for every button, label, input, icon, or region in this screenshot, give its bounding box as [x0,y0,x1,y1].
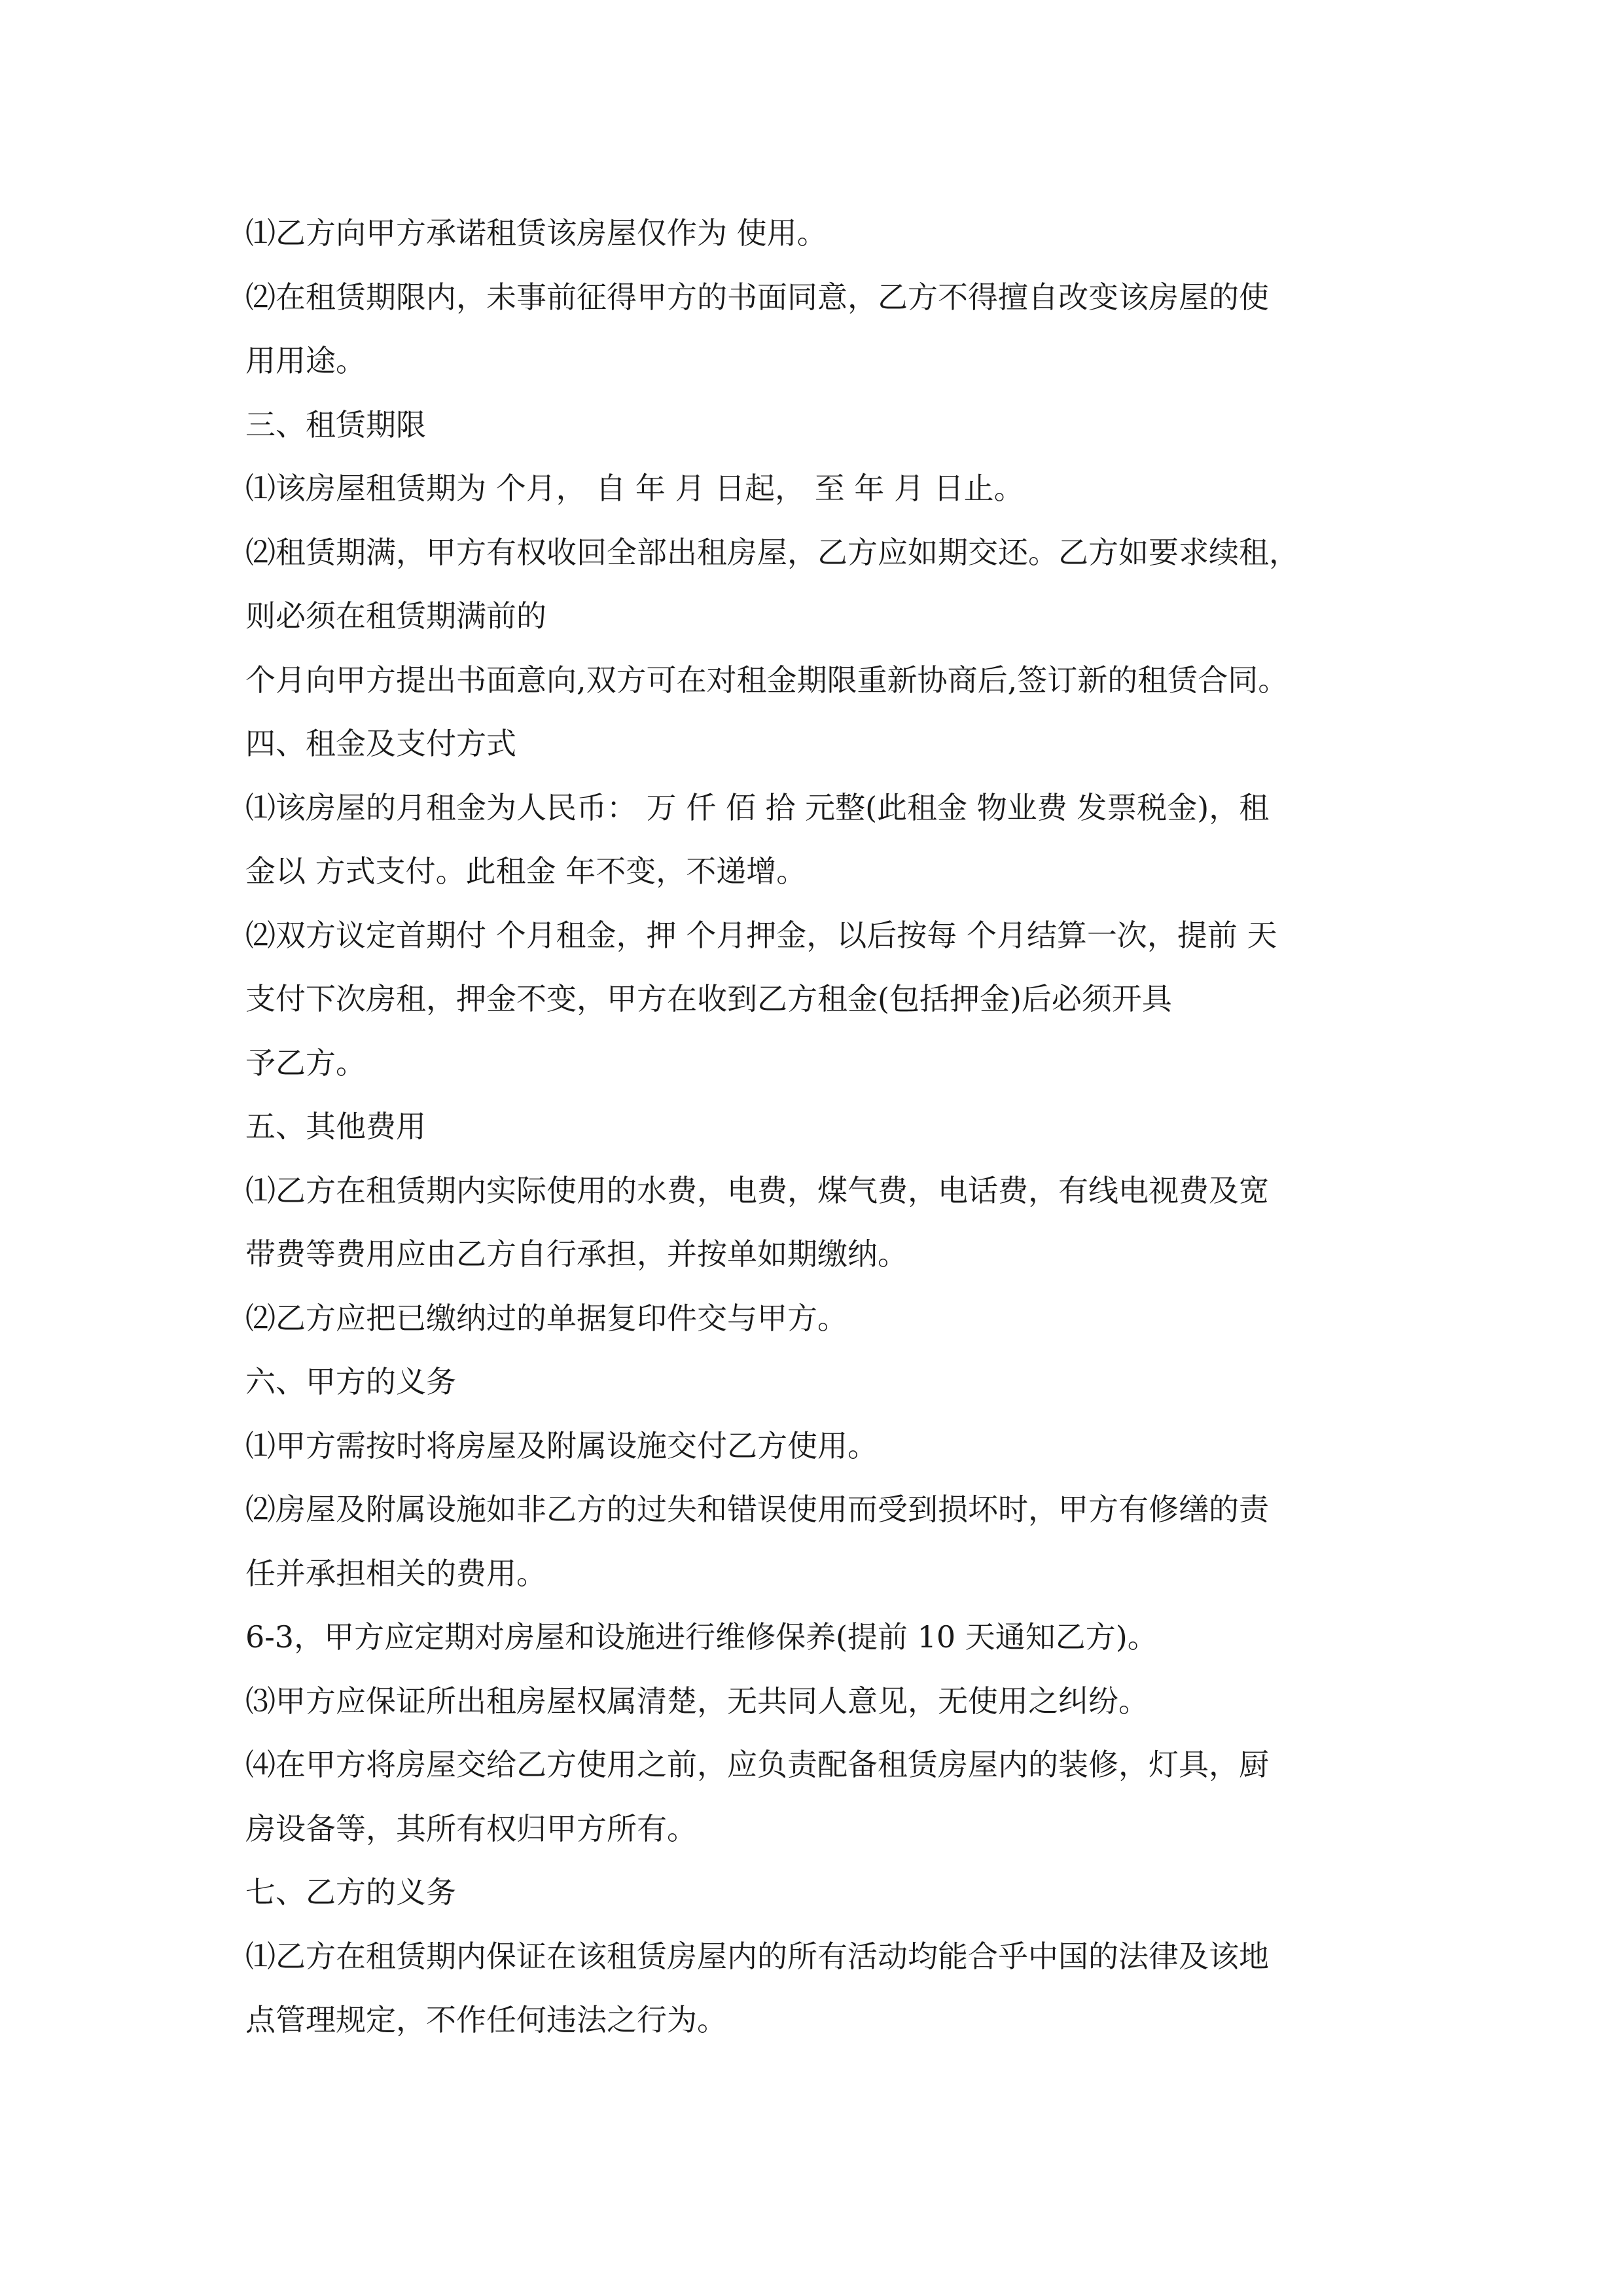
clause-line: 个月向甲方提出书面意向,双方可在对租金期限重新协商后,签订新的租赁合同。 [245,662,1289,698]
clause-line: ⑴乙方向甲方承诺租赁该房屋仅作为 使用。 [245,215,827,251]
clause-line: 则必须在租赁期满前的 [245,598,546,634]
clause-line: ⑴该房屋租赁期为 个月， 自 年 月 日起， 至 年 月 日止。 [245,471,1024,506]
clause-line: ⑶甲方应保证所出租房屋权属清楚，无共同人意见，无使用之纠纷。 [245,1683,1149,1719]
clause-line: 支付下次房租，押金不变，甲方在收到乙方租金(包括押金)后必须开具 [245,981,1172,1016]
clause-line: 予乙方。 [245,1045,366,1081]
section-heading: 四、租金及支付方式 [245,726,516,761]
clause-line: 点管理规定，不作任何违法之行为。 [245,2002,727,2037]
section-heading: 三、租赁期限 [245,406,426,442]
clause-line: ⑴该房屋的月租金为人民币： 万 仟 佰 拾 元整(此租金 物业费 发票税金)，租 [245,789,1270,825]
section-heading: 六、甲方的义务 [245,1364,456,1399]
clause-line: ⑴乙方在租赁期内保证在该租赁房屋内的所有活动均能合乎中国的法律及该地 [245,1938,1269,1974]
clause-line: 金以 方式支付。此租金 年不变，不递增。 [245,853,807,889]
clause-line: 用用途。 [245,343,366,378]
clause-line: 6-3，甲方应定期对房屋和设施进行维修保养(提前 10 天通知乙方)。 [245,1619,1158,1655]
clause-line: ⑵租赁期满，甲方有权收回全部出租房屋，乙方应如期交还。乙方如要求续租， [245,534,1299,570]
clause-line: 任并承担相关的费用。 [245,1555,546,1591]
clause-line: ⑷在甲方将房屋交给乙方使用之前，应负责配备租赁房屋内的装修，灯具，厨 [245,1747,1269,1782]
clause-line: 房设备等，其所有权归甲方所有。 [245,1810,697,1846]
clause-line: ⑴乙方在租赁期内实际使用的水费，电费，煤气费，电话费，有线电视费及宽 [245,1172,1269,1208]
clause-line: ⑵双方议定首期付 个月租金，押 个月押金，以后按每 个月结算一次，提前 天 [245,917,1277,953]
section-heading: 五、其他费用 [245,1109,426,1144]
clause-line: ⑴甲方需按时将房屋及附属设施交付乙方使用。 [245,1427,878,1463]
clause-line: ⑵乙方应把已缴纳过的单据复印件交与甲方。 [245,1300,847,1336]
clause-line: ⑵在租赁期限内，未事前征得甲方的书面同意，乙方不得擅自改变该房屋的使 [245,279,1269,315]
clause-line: ⑵房屋及附属设施如非乙方的过失和错误使用而受到损坏时，甲方有修缮的责 [245,1492,1269,1527]
document-body [245,202,1423,2053]
clause-line: 带费等费用应由乙方自行承担，并按单如期缴纳。 [245,1236,908,1272]
section-heading: 七、乙方的义务 [245,1874,456,1910]
